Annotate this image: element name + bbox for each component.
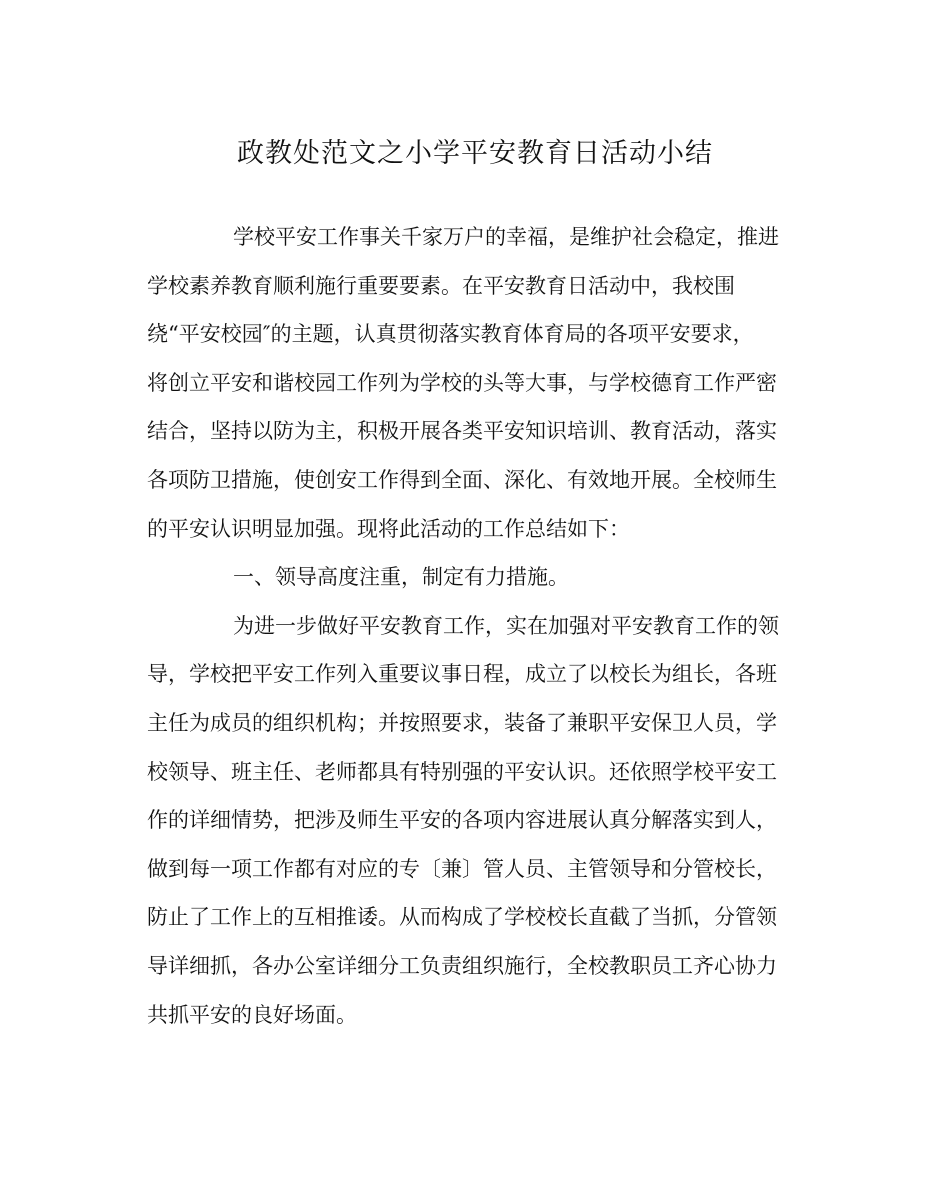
body-line: 学校素养教育顺利施行重要要素。在平安教育日活动中，我校围: [147, 273, 735, 298]
body-line: 为进一步做好平安教育工作，实在加强对平安教育工作的领: [233, 613, 779, 638]
body-line: 共抓平安的良好场面。: [147, 1002, 357, 1027]
body-line: 导详细抓，各办公室详细分工负责组织施行，全校教职员工齐心协力: [147, 953, 777, 978]
body-line: 作的详细情势，把涉及师生平安的各项内容进展认真分解落实到人，: [147, 808, 777, 833]
document-title: 政教处范文之小学平安教育日活动小结: [237, 138, 713, 169]
body-line: 校领导、班主任、老师都具有特别强的平安认识。还依照学校平安工: [147, 759, 777, 784]
body-line: 的平安认识明显加强。现将此活动的工作总结如下：: [147, 516, 630, 541]
body-line: 各项防卫措施，使创安工作得到全面、深化、有效地开展。全校师生: [147, 467, 777, 492]
body-line: 防止了工作上的互相推诿。从而构成了学校校长直截了当抓，分管领: [147, 905, 777, 930]
body-line: 导，学校把平安工作列入重要议事日程，成立了以校长为组长，各班: [147, 662, 777, 687]
body-line: 主任为成员的组织机构；并按照要求，装备了兼职平安保卫人员，学: [147, 710, 777, 735]
body-line: 学校平安工作事关千家万户的幸福，是维护社会稳定，推进: [233, 225, 779, 249]
body-line: 绕“平安校园″的主题，认真贯彻落实教育体育局的各项平安要求，: [147, 322, 754, 347]
body-line: 做到每一项工作都有对应的专〔兼〕管人员、主管领导和分管校长，: [147, 856, 777, 881]
document-body: [147, 217, 807, 1043]
body-line: 结合，坚持以防为主，积极开展各类平安知识培训、教育活动，落实: [147, 419, 777, 444]
body-line: 将创立平安和谐校园工作列为学校的头等大事，与学校德育工作严密: [147, 370, 777, 395]
section-heading: 一、领导高度注重，制定有力措施。: [233, 565, 569, 590]
